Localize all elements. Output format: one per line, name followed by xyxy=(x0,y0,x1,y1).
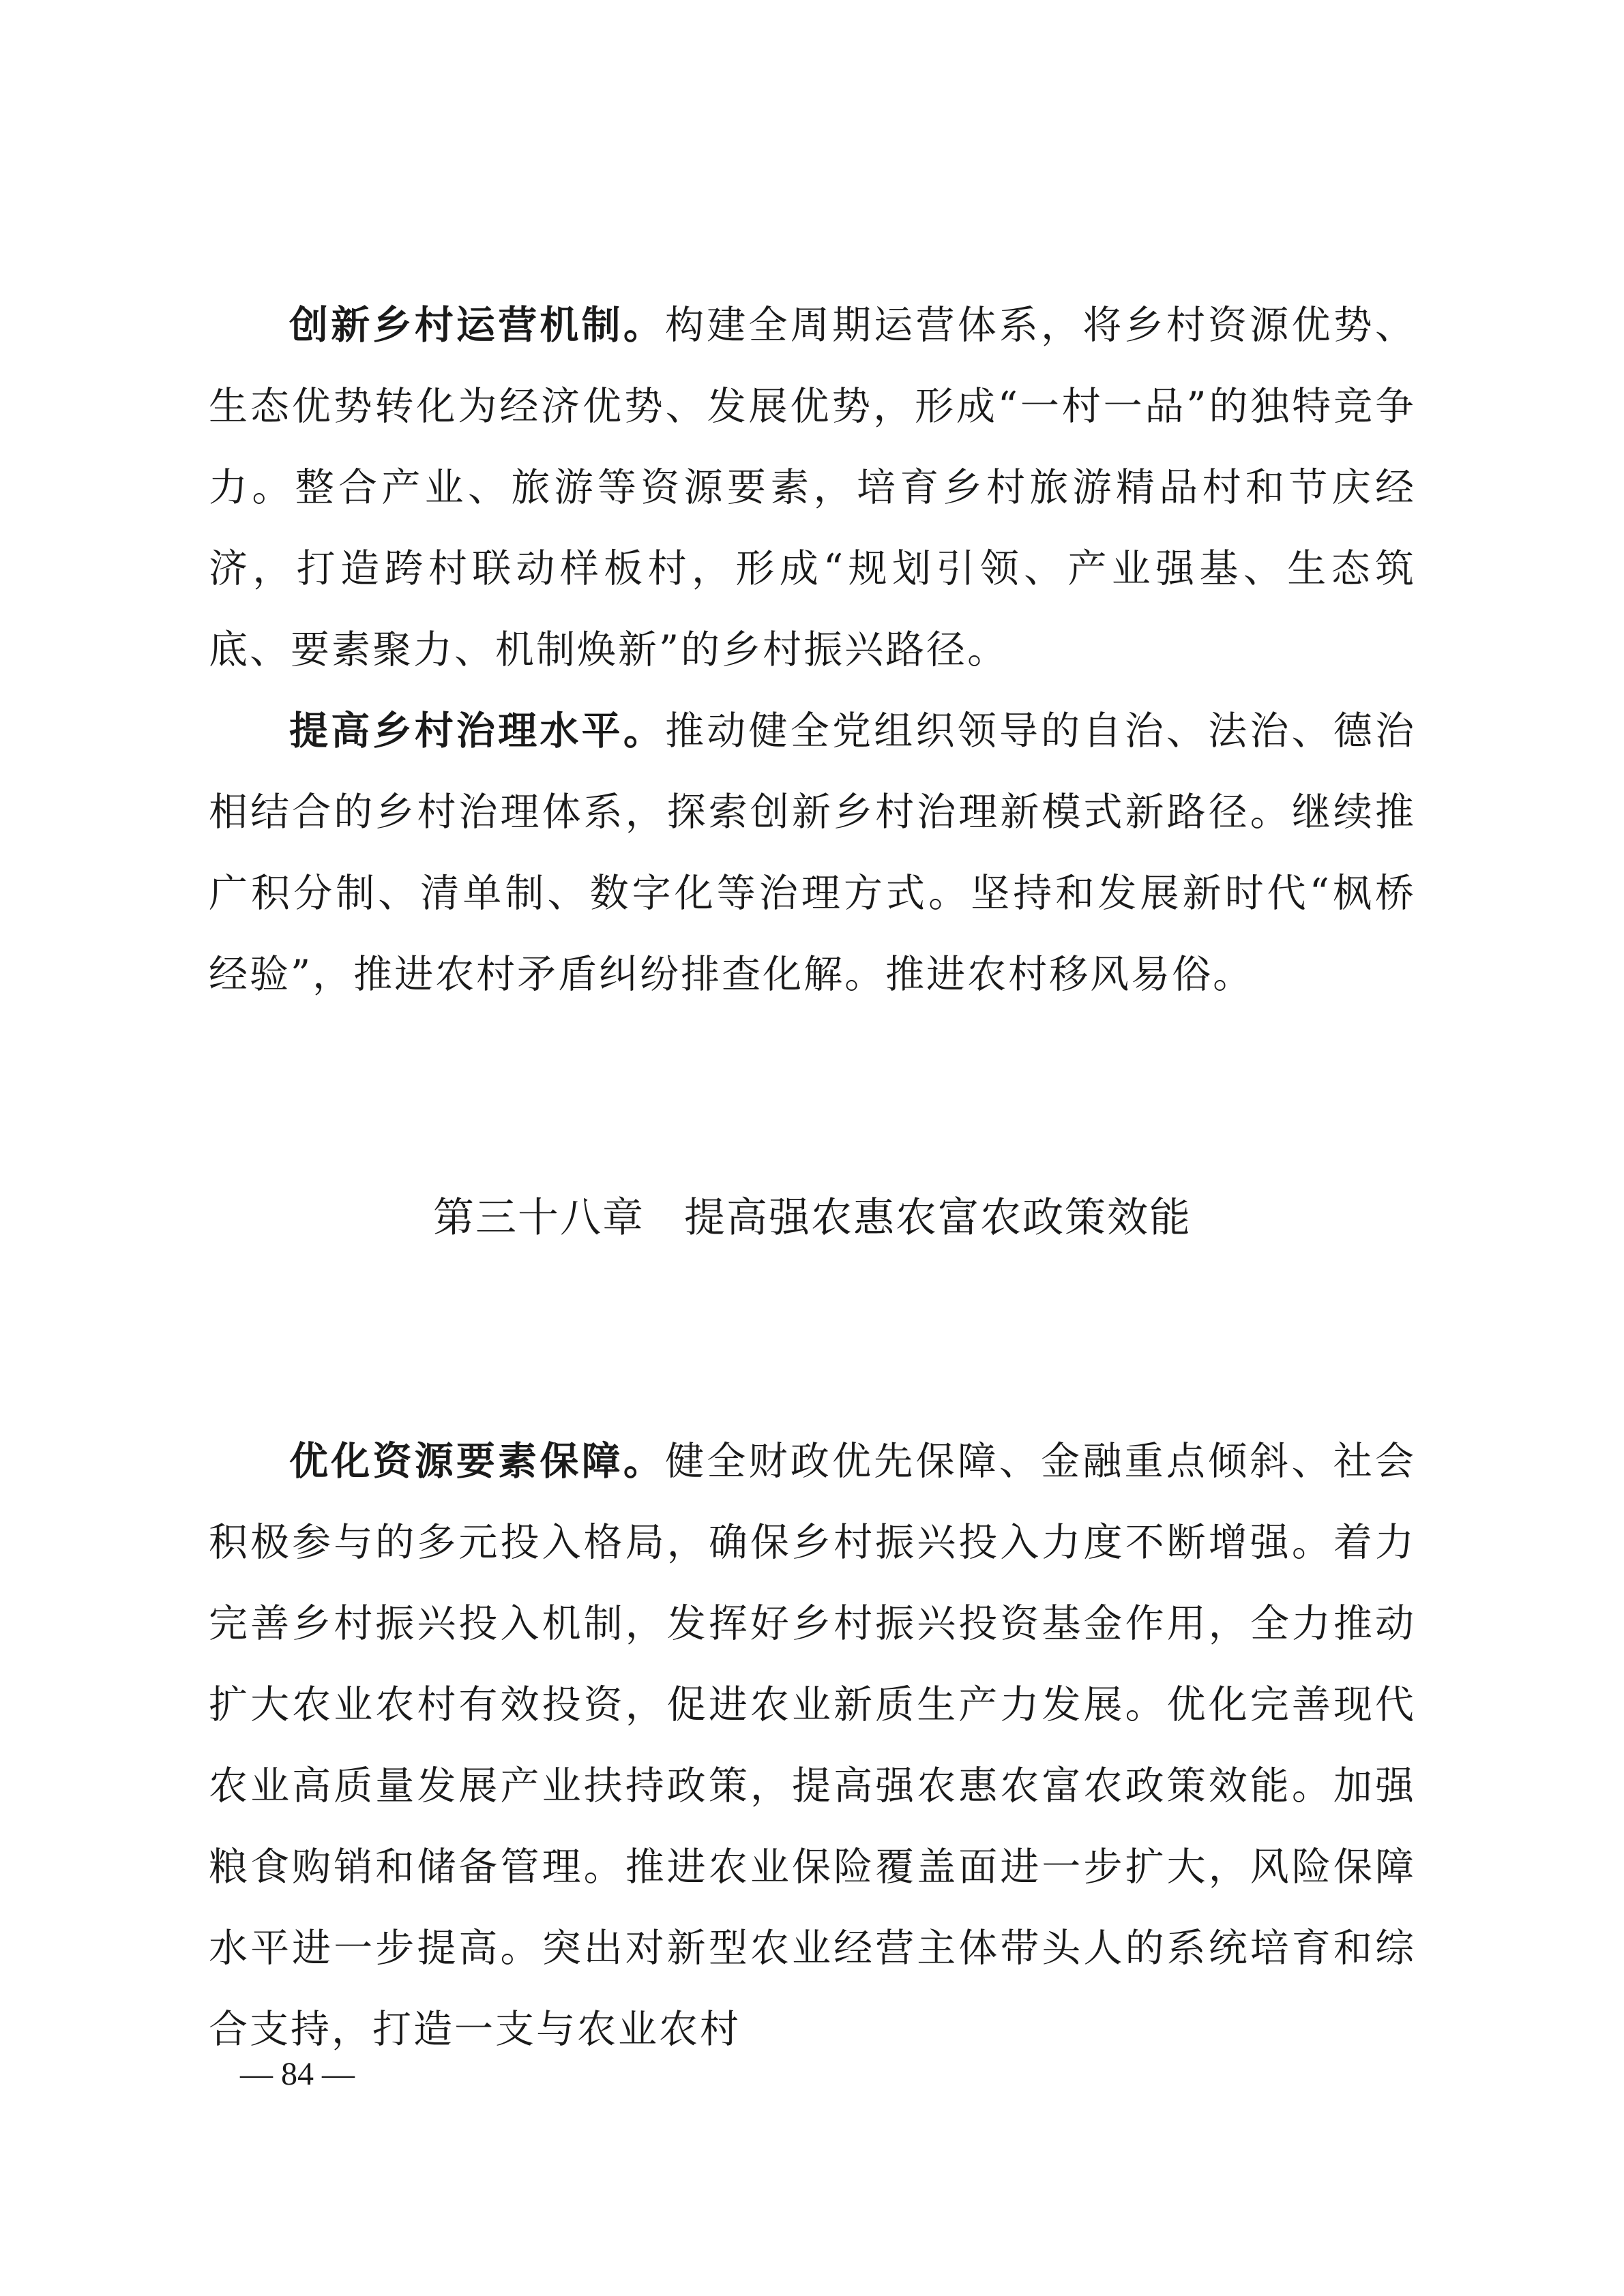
page-content xyxy=(209,285,1416,2070)
spacer xyxy=(209,1259,1416,1421)
spacer xyxy=(209,1015,1416,1178)
paragraph-body: 构建全周期运营体系，将乡村资源优势、生态优势转化为经济优势、发展优势，形成“一村一品”的独特竞争力。整合产业、旅游等资源要素，培育乡村旅游精品村和节庆经济，打造跨村联动样板村，形成“规划引领、产业强基、生态筑底、要素聚力、机制焕新”的乡村振兴路径。 xyxy=(209,303,1416,672)
paragraph-rural-operation xyxy=(209,285,1416,691)
paragraph-lead-heading: 创新乡村运营机制。 xyxy=(289,303,666,348)
chapter-title: 提高强农惠农富农政策效能 xyxy=(684,1194,1192,1242)
chapter-heading xyxy=(209,1178,1416,1259)
page-number: — 84 — xyxy=(240,2056,355,2092)
paragraph-resource-guarantee xyxy=(209,1421,1416,2070)
paragraph-lead-heading: 优化资源要素保障。 xyxy=(289,1439,666,1484)
chapter-number: 第三十八章 xyxy=(433,1194,645,1242)
paragraph-rural-governance xyxy=(209,691,1416,1015)
paragraph-body: 推动健全党组织领导的自治、法治、德治相结合的乡村治理体系，探索创新乡村治理新模式新路径。继续推广积分制、清单制、数字化等治理方式。坚持和发展新时代“枫桥经验”，推进农村矛盾纠纷排查化解。推进农村移风易俗。 xyxy=(209,709,1416,997)
paragraph-lead-heading: 提高乡村治理水平。 xyxy=(289,709,666,754)
paragraph-body: 健全财政优先保障、金融重点倾斜、社会积极参与的多元投入格局，确保乡村振兴投入力度不断增强。着力完善乡村振兴投入机制，发挥好乡村振兴投资基金作用，全力推动扩大农业农村有效投资，促进农业新质生产力发展。优化完善现代农业高质量发展产业扶持政策，提高强农惠农富农政策效能。加强粮食购销和储备管理。推进农业保险覆盖面进一步扩大，风险保障水平进一步提高。突出对新型农业经营主体带头人的系统培育和综合支持，打造一支与农业农村 xyxy=(209,1439,1416,2052)
